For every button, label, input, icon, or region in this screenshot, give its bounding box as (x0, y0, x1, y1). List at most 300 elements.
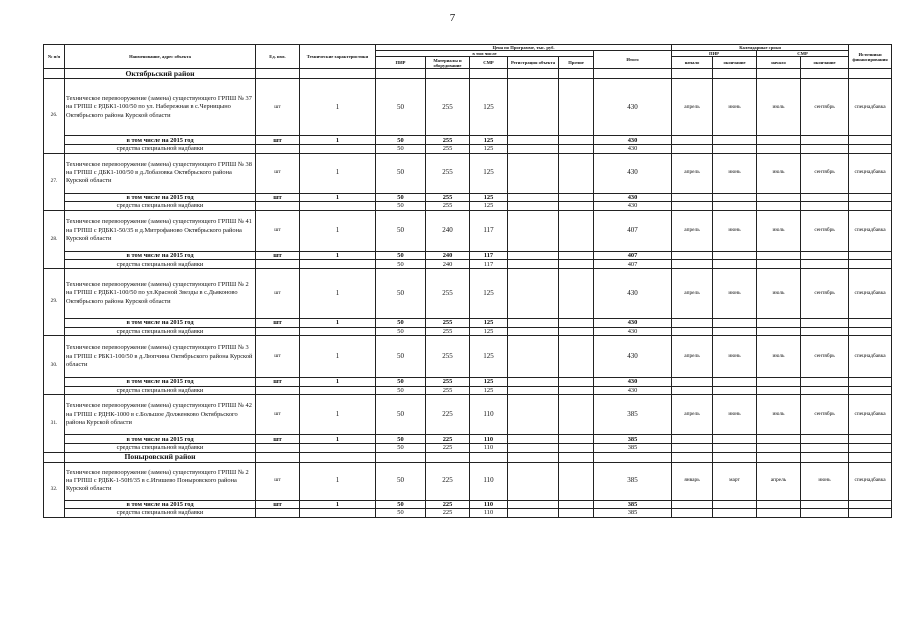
surcharge-materials: 255 (426, 145, 470, 154)
quantity-cell: 1 (300, 210, 376, 251)
pir-cell: 50 (376, 210, 426, 251)
row-number: 30. (44, 336, 65, 395)
empty-cell (713, 327, 757, 336)
subtotal-total: 430 (594, 193, 672, 202)
empty-cell (757, 69, 801, 79)
empty-cell (300, 452, 376, 462)
empty-cell (672, 318, 713, 327)
empty-cell (757, 136, 801, 145)
total-cell: 430 (594, 79, 672, 136)
header-name: Наименование, адрес объекта (65, 45, 256, 69)
smr-start-cell: апрель (757, 462, 801, 500)
subtotal-total: 430 (594, 318, 672, 327)
empty-cell (300, 443, 376, 452)
subtotal-unit: шт (256, 378, 300, 387)
subtotal-row-2015 (44, 435, 892, 444)
empty-cell (757, 145, 801, 154)
materials-cell: 255 (426, 268, 470, 318)
smr-end-cell: сентябрь (801, 210, 849, 251)
subtotal-smr: 125 (470, 318, 508, 327)
empty-cell (849, 443, 892, 452)
surcharge-smr: 110 (470, 509, 508, 518)
empty-cell (376, 452, 426, 462)
empty-cell (256, 386, 300, 395)
empty-cell (300, 145, 376, 154)
surcharge-pir: 50 (376, 386, 426, 395)
subtotal-label: в том числе на 2015 год (65, 500, 256, 509)
subtotal-label: в том числе на 2015 год (65, 193, 256, 202)
subtotal-smr: 117 (470, 251, 508, 260)
surcharge-materials: 225 (426, 443, 470, 452)
smr-cell: 110 (470, 395, 508, 435)
empty-cell (757, 500, 801, 509)
smr-start-cell: июль (757, 336, 801, 378)
subtotal-row-2015 (44, 500, 892, 509)
subtotal-qty: 1 (300, 136, 376, 145)
subtotal-unit: шт (256, 500, 300, 509)
table-row (44, 79, 892, 136)
empty-cell (559, 452, 594, 462)
subtotal-unit: шт (256, 251, 300, 260)
object-description: Техническое перевооружение (замена) существующего ГРПШ № 42 на ГРПШ с РДНК-1000 в с.Большое Долженково Октябрьского района Курской области (65, 395, 256, 435)
empty-cell (256, 452, 300, 462)
total-cell: 385 (594, 395, 672, 435)
object-description: Техническое перевооружение (замена) существующего ГРПШ № 2 на ГРПШ с РДБК1-100/50 по ул.Красной Звезды в с.Дьяконово Октябрьского района Курской области (65, 268, 256, 318)
surcharge-smr: 110 (470, 443, 508, 452)
total-cell: 430 (594, 336, 672, 378)
row-number: 27. (44, 153, 65, 210)
empty-cell (713, 378, 757, 387)
empty-cell (713, 318, 757, 327)
empty-cell (672, 386, 713, 395)
surcharge-label: средства специальной надбавки (65, 443, 256, 452)
empty-cell (508, 378, 559, 387)
subtotal-label: в том числе на 2015 год (65, 318, 256, 327)
special-surcharge-row (44, 443, 892, 452)
empty-cell (508, 145, 559, 154)
subtotal-unit: шт (256, 136, 300, 145)
empty-cell (849, 260, 892, 269)
subtotal-qty: 1 (300, 318, 376, 327)
smr-end-cell: сентябрь (801, 153, 849, 193)
header-materials: Материалы и оборудование (426, 57, 470, 69)
empty-cell (801, 69, 849, 79)
pir-end-cell: июнь (713, 153, 757, 193)
empty-cell (508, 202, 559, 211)
empty-cell (713, 386, 757, 395)
subtotal-row-2015 (44, 136, 892, 145)
header-price-group: Цена по Программе, тыс. руб. (376, 45, 672, 51)
empty-cell (594, 69, 672, 79)
quantity-cell: 1 (300, 336, 376, 378)
table-row (44, 336, 892, 378)
pir-end-cell: июнь (713, 395, 757, 435)
pir-cell: 50 (376, 336, 426, 378)
surcharge-label: средства специальной надбавки (65, 509, 256, 518)
surcharge-total: 430 (594, 202, 672, 211)
empty-cell (713, 509, 757, 518)
subtotal-pir: 50 (376, 318, 426, 327)
surcharge-total: 430 (594, 386, 672, 395)
empty-cell (757, 443, 801, 452)
empty-cell (757, 327, 801, 336)
smr-cell: 125 (470, 336, 508, 378)
smr-cell: 117 (470, 210, 508, 251)
empty-cell (559, 509, 594, 518)
subtotal-smr: 125 (470, 193, 508, 202)
header-smr: СМР (470, 57, 508, 69)
smr-start-cell: июль (757, 153, 801, 193)
surcharge-materials: 255 (426, 386, 470, 395)
subtotal-qty: 1 (300, 500, 376, 509)
pir-cell: 50 (376, 395, 426, 435)
empty-cell (801, 136, 849, 145)
empty-cell (256, 260, 300, 269)
empty-cell (757, 260, 801, 269)
table-body (44, 69, 892, 517)
other-cell (559, 210, 594, 251)
smr-end-cell: сентябрь (801, 336, 849, 378)
source-cell: спецнадбавка (849, 210, 892, 251)
district-row (44, 452, 892, 462)
quantity-cell: 1 (300, 153, 376, 193)
district-name: Поныровский район (65, 452, 256, 462)
header-tech: Технические характеристики (300, 45, 376, 69)
empty-cell (801, 378, 849, 387)
pir-cell: 50 (376, 268, 426, 318)
empty-cell (849, 509, 892, 518)
subtotal-total: 407 (594, 251, 672, 260)
empty-cell (508, 327, 559, 336)
pir-end-cell: март (713, 462, 757, 500)
empty-cell (256, 443, 300, 452)
empty-cell (426, 452, 470, 462)
subtotal-materials: 255 (426, 378, 470, 387)
special-surcharge-row (44, 260, 892, 269)
empty-cell (672, 443, 713, 452)
empty-cell (801, 509, 849, 518)
registration-cell (508, 79, 559, 136)
empty-cell (559, 443, 594, 452)
empty-cell (801, 318, 849, 327)
empty-cell (300, 386, 376, 395)
empty-cell (713, 69, 757, 79)
empty-cell (508, 443, 559, 452)
surcharge-label: средства специальной надбавки (65, 260, 256, 269)
subtotal-label: в том числе на 2015 год (65, 251, 256, 260)
page-number: 7 (449, 12, 456, 24)
investment-program-table (43, 44, 892, 518)
empty-cell (559, 251, 594, 260)
surcharge-label: средства специальной надбавки (65, 145, 256, 154)
total-cell: 407 (594, 210, 672, 251)
table-row (44, 395, 892, 435)
header-smr-start: начало (757, 57, 801, 69)
empty-cell (559, 260, 594, 269)
empty-cell (508, 318, 559, 327)
subtotal-label: в том числе на 2015 год (65, 435, 256, 444)
subtotal-smr: 125 (470, 378, 508, 387)
smr-start-cell: июль (757, 79, 801, 136)
unit-cell: шт (256, 79, 300, 136)
empty-cell (559, 327, 594, 336)
empty-cell (672, 145, 713, 154)
empty-cell (559, 202, 594, 211)
table-row (44, 462, 892, 500)
surcharge-total: 385 (594, 443, 672, 452)
surcharge-pir: 50 (376, 145, 426, 154)
subtotal-qty: 1 (300, 251, 376, 260)
subtotal-row-2015 (44, 193, 892, 202)
quantity-cell: 1 (300, 79, 376, 136)
empty-cell (801, 327, 849, 336)
other-cell (559, 462, 594, 500)
unit-cell: шт (256, 395, 300, 435)
surcharge-smr: 125 (470, 145, 508, 154)
subtotal-materials: 255 (426, 318, 470, 327)
subtotal-unit: шт (256, 193, 300, 202)
district-row (44, 69, 892, 79)
empty-cell (508, 435, 559, 444)
empty-cell (757, 251, 801, 260)
subtotal-unit: шт (256, 435, 300, 444)
unit-cell: шт (256, 336, 300, 378)
materials-cell: 240 (426, 210, 470, 251)
subtotal-row-2015 (44, 251, 892, 260)
header-pir-start: начало (672, 57, 713, 69)
source-cell: спецнадбавка (849, 268, 892, 318)
empty-cell (672, 327, 713, 336)
empty-cell (256, 202, 300, 211)
source-cell: спецнадбавка (849, 79, 892, 136)
empty-cell (713, 202, 757, 211)
header-registration: Регистрация объекта (508, 57, 559, 69)
subtotal-unit: шт (256, 318, 300, 327)
surcharge-pir: 50 (376, 509, 426, 518)
pir-start-cell: апрель (672, 395, 713, 435)
empty-cell (713, 452, 757, 462)
empty-cell (672, 193, 713, 202)
empty-cell (713, 136, 757, 145)
subtotal-row-2015 (44, 378, 892, 387)
empty-cell (559, 435, 594, 444)
subtotal-materials: 225 (426, 435, 470, 444)
surcharge-materials: 240 (426, 260, 470, 269)
empty-cell (559, 145, 594, 154)
empty-cell (757, 386, 801, 395)
empty-cell (508, 386, 559, 395)
pir-end-cell: июнь (713, 210, 757, 251)
source-cell: спецнадбавка (849, 153, 892, 193)
empty-cell (801, 202, 849, 211)
table-row (44, 153, 892, 193)
materials-cell: 255 (426, 79, 470, 136)
smr-cell: 125 (470, 268, 508, 318)
table-row (44, 268, 892, 318)
empty-cell (801, 260, 849, 269)
empty-cell (672, 435, 713, 444)
pir-start-cell: апрель (672, 153, 713, 193)
district-spacer (44, 452, 65, 462)
surcharge-smr: 117 (470, 260, 508, 269)
surcharge-smr: 125 (470, 202, 508, 211)
empty-cell (508, 251, 559, 260)
empty-cell (713, 260, 757, 269)
empty-cell (849, 193, 892, 202)
empty-cell (801, 386, 849, 395)
registration-cell (508, 153, 559, 193)
pir-start-cell: апрель (672, 268, 713, 318)
subtotal-total: 385 (594, 435, 672, 444)
smr-start-cell: июль (757, 210, 801, 251)
empty-cell (757, 509, 801, 518)
registration-cell (508, 336, 559, 378)
table-header (44, 45, 892, 69)
header-smr-end: окончание (801, 57, 849, 69)
empty-cell (559, 500, 594, 509)
row-number: 29. (44, 268, 65, 335)
empty-cell (849, 251, 892, 260)
empty-cell (849, 435, 892, 444)
empty-cell (801, 193, 849, 202)
empty-cell (672, 500, 713, 509)
materials-cell: 255 (426, 153, 470, 193)
subtotal-qty: 1 (300, 435, 376, 444)
surcharge-pir: 50 (376, 327, 426, 336)
empty-cell (672, 260, 713, 269)
pir-start-cell: апрель (672, 79, 713, 136)
surcharge-pir: 50 (376, 202, 426, 211)
surcharge-pir: 50 (376, 260, 426, 269)
empty-cell (508, 452, 559, 462)
empty-cell (672, 452, 713, 462)
empty-cell (672, 251, 713, 260)
surcharge-label: средства специальной надбавки (65, 202, 256, 211)
empty-cell (300, 509, 376, 518)
other-cell (559, 268, 594, 318)
row-number: 32. (44, 462, 65, 517)
pir-cell: 50 (376, 462, 426, 500)
header-total: Итого (594, 51, 672, 69)
quantity-cell: 1 (300, 268, 376, 318)
registration-cell (508, 462, 559, 500)
empty-cell (713, 145, 757, 154)
special-surcharge-row (44, 202, 892, 211)
empty-cell (559, 318, 594, 327)
surcharge-total: 430 (594, 327, 672, 336)
subtotal-materials: 225 (426, 500, 470, 509)
special-surcharge-row (44, 509, 892, 518)
unit-cell: шт (256, 462, 300, 500)
other-cell (559, 336, 594, 378)
subtotal-total: 385 (594, 500, 672, 509)
surcharge-materials: 225 (426, 509, 470, 518)
empty-cell (559, 136, 594, 145)
empty-cell (713, 251, 757, 260)
empty-cell (849, 202, 892, 211)
empty-cell (713, 193, 757, 202)
subtotal-pir: 50 (376, 435, 426, 444)
other-cell (559, 153, 594, 193)
surcharge-materials: 255 (426, 202, 470, 211)
smr-cell: 125 (470, 153, 508, 193)
smr-end-cell: сентябрь (801, 395, 849, 435)
empty-cell (508, 260, 559, 269)
pir-start-cell: январь (672, 462, 713, 500)
empty-cell (559, 193, 594, 202)
smr-cell: 125 (470, 79, 508, 136)
empty-cell (672, 378, 713, 387)
subtotal-pir: 50 (376, 251, 426, 260)
pir-start-cell: апрель (672, 336, 713, 378)
empty-cell (801, 145, 849, 154)
empty-cell (757, 193, 801, 202)
registration-cell (508, 210, 559, 251)
smr-end-cell: сентябрь (801, 268, 849, 318)
header-other: Прочие (559, 57, 594, 69)
surcharge-total: 430 (594, 145, 672, 154)
empty-cell (801, 435, 849, 444)
special-surcharge-row (44, 145, 892, 154)
empty-cell (849, 327, 892, 336)
header-schedule: Календарные сроки (672, 45, 849, 51)
total-cell: 430 (594, 153, 672, 193)
empty-cell (757, 202, 801, 211)
empty-cell (849, 145, 892, 154)
pir-cell: 50 (376, 153, 426, 193)
empty-cell (849, 500, 892, 509)
empty-cell (300, 69, 376, 79)
smr-cell: 110 (470, 462, 508, 500)
smr-end-cell: сентябрь (801, 79, 849, 136)
empty-cell (757, 378, 801, 387)
empty-cell (849, 318, 892, 327)
header-sched-smr: СМР (757, 51, 849, 57)
empty-cell (256, 327, 300, 336)
subtotal-smr: 125 (470, 136, 508, 145)
other-cell (559, 79, 594, 136)
object-description: Техническое перевооружение (замена) существующего ГРПШ № 38 на ГРПШ с ДБК1-100/50 в д.Лобазовка Октябрьского района Курской области (65, 153, 256, 193)
empty-cell (256, 509, 300, 518)
subtotal-smr: 110 (470, 500, 508, 509)
header-sources: Источники финансирования (849, 45, 892, 69)
header-pir-end: окончание (713, 57, 757, 69)
subtotal-pir: 50 (376, 500, 426, 509)
empty-cell (713, 443, 757, 452)
special-surcharge-row (44, 327, 892, 336)
subtotal-pir: 50 (376, 193, 426, 202)
object-description: Техническое перевооружение (замена) существующего ГРПШ № 37 на ГРПШ с РДБК1-100/50 по ул. Набережная в с.Черницыно Октябрьского района Курской области (65, 79, 256, 136)
registration-cell (508, 268, 559, 318)
subtotal-materials: 255 (426, 193, 470, 202)
empty-cell (757, 435, 801, 444)
header-unit: Ед. изм. (256, 45, 300, 69)
subtotal-label: в том числе на 2015 год (65, 378, 256, 387)
other-cell (559, 395, 594, 435)
empty-cell (672, 202, 713, 211)
surcharge-total: 385 (594, 509, 672, 518)
surcharge-smr: 125 (470, 386, 508, 395)
materials-cell: 225 (426, 462, 470, 500)
subtotal-smr: 110 (470, 435, 508, 444)
source-cell: спецнадбавка (849, 395, 892, 435)
empty-cell (256, 145, 300, 154)
source-cell: спецнадбавка (849, 462, 892, 500)
surcharge-total: 407 (594, 260, 672, 269)
empty-cell (594, 452, 672, 462)
empty-cell (757, 318, 801, 327)
smr-end-cell: июнь (801, 462, 849, 500)
